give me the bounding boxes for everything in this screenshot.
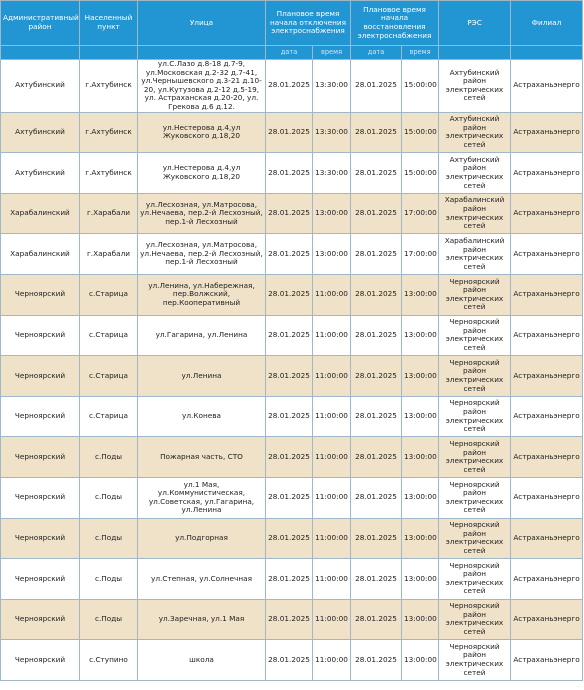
cell-settlement: с.Поды	[80, 559, 138, 600]
cell-on-time: 13:00:00	[402, 559, 439, 600]
table-row	[1, 477, 583, 518]
cell-on-time: 15:00:00	[402, 60, 439, 113]
cell-on-time: 13:00:00	[402, 274, 439, 315]
cell-district: Черноярский	[1, 477, 80, 518]
cell-settlement: с.Поды	[80, 599, 138, 640]
cell-res: Харабалинский район электрических сетей	[439, 234, 511, 275]
header-branch: Филиал	[511, 1, 583, 46]
cell-branch: Астраханьэнерго	[511, 193, 583, 234]
cell-off-time: 13:30:00	[313, 112, 351, 153]
cell-settlement: г.Ахтубинск	[80, 112, 138, 153]
table-row	[1, 274, 583, 315]
cell-off-date: 28.01.2025	[266, 193, 313, 234]
cell-branch: Астраханьэнерго	[511, 640, 583, 681]
cell-district: Черноярский	[1, 274, 80, 315]
cell-on-date: 28.01.2025	[351, 315, 402, 356]
cell-on-time: 15:00:00	[402, 153, 439, 194]
cell-on-date: 28.01.2025	[351, 153, 402, 194]
cell-on-time: 13:00:00	[402, 437, 439, 478]
cell-settlement: г.Ахтубинск	[80, 60, 138, 113]
cell-on-time: 13:00:00	[402, 356, 439, 397]
cell-on-date: 28.01.2025	[351, 477, 402, 518]
table-row	[1, 559, 583, 600]
cell-branch: Астраханьэнерго	[511, 60, 583, 113]
table-header	[1, 1, 583, 60]
cell-off-time: 13:30:00	[313, 60, 351, 113]
cell-res: Черноярский район электрических сетей	[439, 315, 511, 356]
table-row	[1, 396, 583, 437]
cell-off-time: 11:00:00	[313, 599, 351, 640]
cell-street: ул.Заречная, ул.1 Мая	[138, 599, 266, 640]
cell-district: Черноярский	[1, 640, 80, 681]
table-body	[1, 60, 583, 681]
table-row	[1, 112, 583, 153]
header-settlement: Населенный пункт	[80, 1, 138, 46]
cell-on-date: 28.01.2025	[351, 60, 402, 113]
table-row	[1, 153, 583, 194]
cell-on-date: 28.01.2025	[351, 437, 402, 478]
cell-street: ул.Лесхозная, ул.Матросова, ул.Нечаева, пер.2-й Лесхозный, пер.1-й Лесхозный	[138, 193, 266, 234]
subheader-empty	[1, 46, 80, 60]
cell-branch: Астраханьэнерго	[511, 315, 583, 356]
table-row	[1, 640, 583, 681]
cell-street: ул.Ленина, ул.Набережная, пер.Волжский, пер.Кооперативный	[138, 274, 266, 315]
cell-street: ул.1 Мая, ул.Коммунистическая, ул.Советская, ул.Гагарина, ул.Ленина	[138, 477, 266, 518]
cell-district: Черноярский	[1, 437, 80, 478]
subheader-empty	[80, 46, 138, 60]
table-row	[1, 518, 583, 559]
cell-on-date: 28.01.2025	[351, 356, 402, 397]
cell-settlement: с.Поды	[80, 437, 138, 478]
cell-street: ул.Подгорная	[138, 518, 266, 559]
table-row	[1, 599, 583, 640]
cell-branch: Астраханьэнерго	[511, 518, 583, 559]
cell-off-time: 13:00:00	[313, 234, 351, 275]
header-street: Улица	[138, 1, 266, 46]
cell-on-time: 13:00:00	[402, 599, 439, 640]
cell-district: Харабалинский	[1, 193, 80, 234]
cell-off-time: 11:00:00	[313, 437, 351, 478]
cell-on-date: 28.01.2025	[351, 559, 402, 600]
table-row	[1, 60, 583, 113]
cell-res: Ахтубинский район электрических сетей	[439, 153, 511, 194]
cell-off-time: 11:00:00	[313, 559, 351, 600]
cell-on-date: 28.01.2025	[351, 518, 402, 559]
cell-off-time: 11:00:00	[313, 315, 351, 356]
cell-on-date: 28.01.2025	[351, 234, 402, 275]
cell-on-time: 13:00:00	[402, 315, 439, 356]
cell-district: Черноярский	[1, 518, 80, 559]
cell-settlement: г.Харабали	[80, 234, 138, 275]
cell-street: ул.Нестерова д.4,ул Жуковского д.18,20	[138, 153, 266, 194]
cell-res: Харабалинский район электрических сетей	[439, 193, 511, 234]
cell-street: ул.Лесхозная, ул.Матросова, ул.Нечаева, пер.2-й Лесхозный, пер.1-й Лесхозный	[138, 234, 266, 275]
cell-on-date: 28.01.2025	[351, 112, 402, 153]
cell-settlement: с.Старица	[80, 396, 138, 437]
cell-settlement: с.Поды	[80, 518, 138, 559]
cell-off-date: 28.01.2025	[266, 112, 313, 153]
cell-on-time: 17:00:00	[402, 234, 439, 275]
cell-off-date: 28.01.2025	[266, 437, 313, 478]
cell-branch: Астраханьэнерго	[511, 559, 583, 600]
cell-res: Черноярский район электрических сетей	[439, 559, 511, 600]
cell-district: Ахтубинский	[1, 153, 80, 194]
cell-settlement: г.Харабали	[80, 193, 138, 234]
header-district: Административный район	[1, 1, 80, 46]
cell-on-time: 13:00:00	[402, 477, 439, 518]
cell-on-time: 17:00:00	[402, 193, 439, 234]
cell-res: Черноярский район электрических сетей	[439, 599, 511, 640]
cell-off-time: 11:00:00	[313, 518, 351, 559]
cell-district: Черноярский	[1, 315, 80, 356]
cell-branch: Астраханьэнерго	[511, 356, 583, 397]
cell-on-time: 13:00:00	[402, 396, 439, 437]
cell-district: Черноярский	[1, 356, 80, 397]
cell-settlement: с.Поды	[80, 477, 138, 518]
cell-off-date: 28.01.2025	[266, 518, 313, 559]
cell-res: Черноярский район электрических сетей	[439, 477, 511, 518]
cell-res: Черноярский район электрических сетей	[439, 274, 511, 315]
cell-off-date: 28.01.2025	[266, 396, 313, 437]
cell-settlement: с.Старица	[80, 274, 138, 315]
cell-street: ул.Гагарина, ул.Ленина	[138, 315, 266, 356]
cell-on-time: 13:00:00	[402, 518, 439, 559]
cell-district: Черноярский	[1, 559, 80, 600]
cell-street: ул.Ленина	[138, 356, 266, 397]
header-off-time: Плановое время начала отключения электроснабжения	[266, 1, 351, 46]
cell-district: Черноярский	[1, 396, 80, 437]
cell-branch: Астраханьэнерго	[511, 396, 583, 437]
cell-district: Ахтубинский	[1, 60, 80, 113]
cell-on-time: 15:00:00	[402, 112, 439, 153]
cell-on-date: 28.01.2025	[351, 640, 402, 681]
cell-district: Ахтубинский	[1, 112, 80, 153]
cell-off-date: 28.01.2025	[266, 315, 313, 356]
cell-off-date: 28.01.2025	[266, 599, 313, 640]
subheader-on-time: время	[402, 46, 439, 60]
cell-off-time: 11:00:00	[313, 396, 351, 437]
cell-street: ул.Конева	[138, 396, 266, 437]
cell-settlement: с.Старица	[80, 356, 138, 397]
cell-settlement: с.Старица	[80, 315, 138, 356]
cell-off-date: 28.01.2025	[266, 559, 313, 600]
cell-on-date: 28.01.2025	[351, 274, 402, 315]
header-res: РЭС	[439, 1, 511, 46]
cell-district: Черноярский	[1, 599, 80, 640]
cell-on-date: 28.01.2025	[351, 599, 402, 640]
cell-res: Ахтубинский район электрических сетей	[439, 112, 511, 153]
table-row	[1, 437, 583, 478]
cell-res: Черноярский район электрических сетей	[439, 356, 511, 397]
cell-off-time: 13:30:00	[313, 153, 351, 194]
cell-branch: Астраханьэнерго	[511, 153, 583, 194]
cell-off-time: 11:00:00	[313, 477, 351, 518]
subheader-empty	[511, 46, 583, 60]
cell-branch: Астраханьэнерго	[511, 477, 583, 518]
cell-settlement: г.Ахтубинск	[80, 153, 138, 194]
cell-branch: Астраханьэнерго	[511, 274, 583, 315]
cell-off-time: 11:00:00	[313, 274, 351, 315]
cell-off-date: 28.01.2025	[266, 356, 313, 397]
cell-res: Черноярский район электрических сетей	[439, 437, 511, 478]
cell-res: Ахтубинский район электрических сетей	[439, 60, 511, 113]
cell-street: школа	[138, 640, 266, 681]
cell-street: ул.Степная, ул.Солнечная	[138, 559, 266, 600]
subheader-empty	[439, 46, 511, 60]
cell-branch: Астраханьэнерго	[511, 234, 583, 275]
cell-off-date: 28.01.2025	[266, 640, 313, 681]
cell-street: ул.С.Лазо д.8-18 д.7-9, ул.Московская д.2-32 д.7-41, ул.Чернышевского д.3-21 д.10-20, ул.Кутузова д.2-12 д.5-19, ул. Астраханская д.20-20, ул. Грекова д.6 д.12.	[138, 60, 266, 113]
cell-branch: Астраханьэнерго	[511, 437, 583, 478]
subheader-off-time: время	[313, 46, 351, 60]
cell-district: Харабалинский	[1, 234, 80, 275]
cell-on-date: 28.01.2025	[351, 193, 402, 234]
subheader-empty	[138, 46, 266, 60]
cell-branch: Астраханьэнерго	[511, 112, 583, 153]
cell-off-date: 28.01.2025	[266, 153, 313, 194]
cell-off-date: 28.01.2025	[266, 274, 313, 315]
cell-res: Черноярский район электрических сетей	[439, 518, 511, 559]
header-on-time: Плановое время начала восстановления электроснабжения	[351, 1, 439, 46]
cell-res: Черноярский район электрических сетей	[439, 396, 511, 437]
cell-street: Пожарная часть, СТО	[138, 437, 266, 478]
cell-on-time: 13:00:00	[402, 640, 439, 681]
table-row	[1, 356, 583, 397]
cell-settlement: с.Ступино	[80, 640, 138, 681]
cell-off-time: 13:00:00	[313, 193, 351, 234]
cell-off-date: 28.01.2025	[266, 477, 313, 518]
subheader-on-date: дата	[351, 46, 402, 60]
cell-off-time: 11:00:00	[313, 640, 351, 681]
table-row	[1, 193, 583, 234]
cell-street: ул.Нестерова д.4,ул Жуковского д.18,20	[138, 112, 266, 153]
subheader-off-date: дата	[266, 46, 313, 60]
table-row	[1, 234, 583, 275]
cell-off-date: 28.01.2025	[266, 60, 313, 113]
cell-on-date: 28.01.2025	[351, 396, 402, 437]
cell-off-date: 28.01.2025	[266, 234, 313, 275]
cell-off-time: 11:00:00	[313, 356, 351, 397]
table-row	[1, 315, 583, 356]
cell-branch: Астраханьэнерго	[511, 599, 583, 640]
cell-res: Черноярский район электрических сетей	[439, 640, 511, 681]
